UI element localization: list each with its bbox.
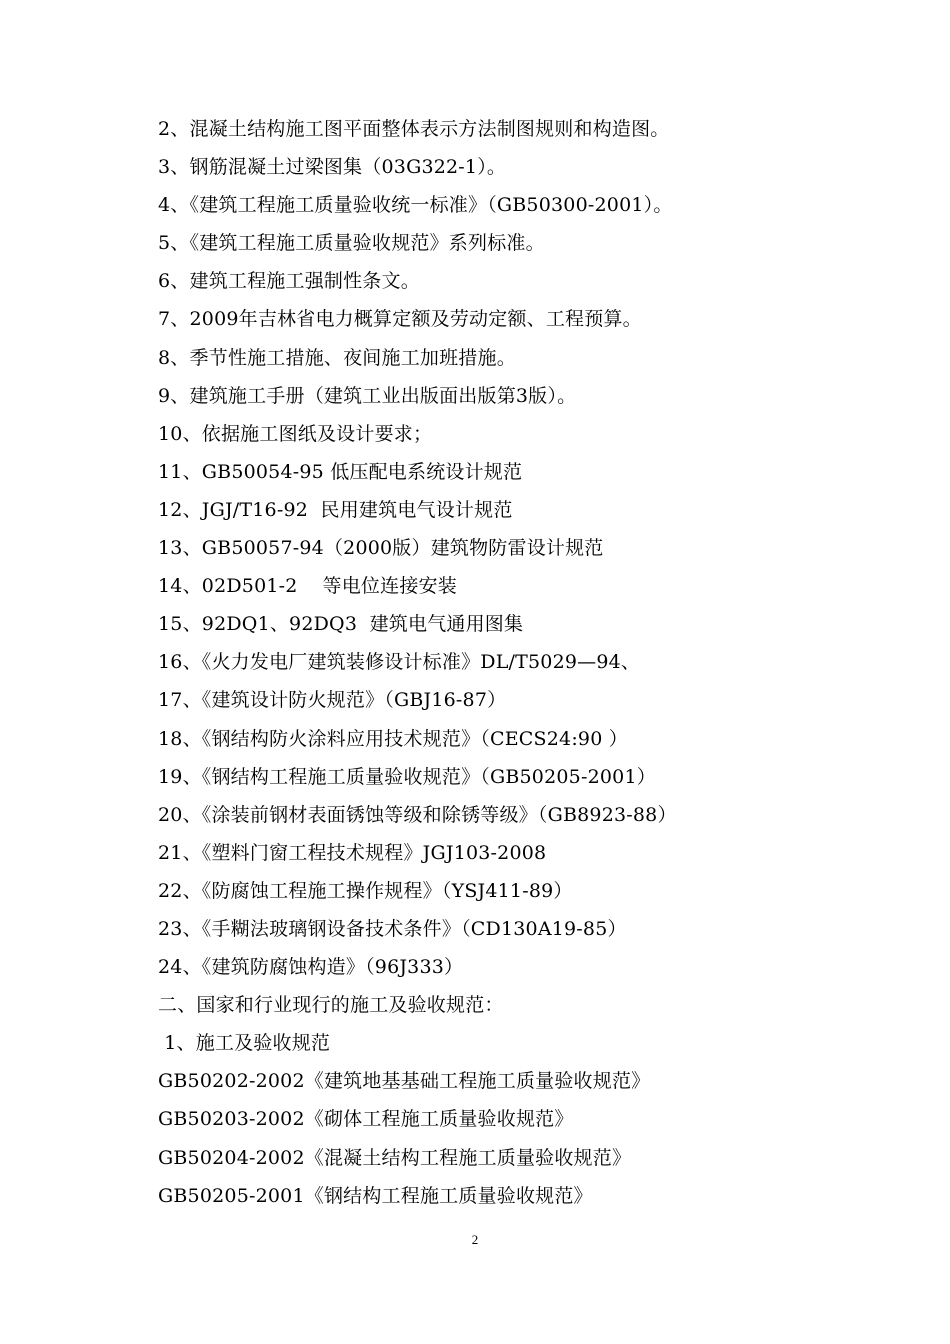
text-line: 9、建筑施工手册（建筑工业出版面出版第3版）。 — [158, 384, 577, 407]
text-line: GB50204-2002《混凝土结构工程施工质量验收规范》 — [158, 1146, 632, 1169]
text-line: 3、钢筋混凝土过梁图集（03G322-1）。 — [158, 156, 507, 179]
section-heading: 二、国家和行业现行的施工及验收规范： — [158, 994, 504, 1017]
text-line: 24、《建筑防腐蚀构造》（96J333） — [158, 956, 464, 979]
text-line: GB50202-2002《建筑地基基础工程施工质量验收规范》 — [158, 1070, 651, 1093]
text-line: 2、混凝土结构施工图平面整体表示方法制图规则和构造图。 — [158, 118, 670, 140]
text-line: 12、JGJ/T16-92 民用建筑电气设计规范 — [158, 498, 513, 521]
text-line: 18、《钢结构防火涂料应用技术规范》（CECS24:90 ） — [158, 727, 628, 750]
text-line: 17、《建筑设计防火规范》（GBJ16-87） — [158, 689, 507, 712]
text-line: 13、GB50057-94（2000版）建筑物防雷设计规范 — [158, 537, 604, 560]
text-line: GB50203-2002《砌体工程施工质量验收规范》 — [158, 1108, 574, 1131]
text-line: 10、依据施工图纸及设计要求； — [158, 422, 433, 445]
text-line: 8、季节性施工措施、夜间施工加班措施。 — [158, 346, 516, 369]
page-number: 2 — [471, 1232, 479, 1247]
subsection-heading: 1、施工及验收规范 — [158, 1032, 331, 1055]
text-line: GB50205-2001《钢结构工程施工质量验收规范》 — [158, 1184, 593, 1207]
text-line: 15、92DQ1、92DQ3 建筑电气通用图集 — [158, 613, 524, 636]
text-line: 7、2009年吉林省电力概算定额及劳动定额、工程预算。 — [158, 308, 642, 331]
text-line: 21、《塑料门窗工程技术规程》JGJ103-2008 — [158, 841, 547, 864]
text-line: 16、《火力发电厂建筑装修设计标准》DL/T5029—94、 — [158, 651, 641, 674]
text-line: 20、《涂装前钢材表面锈蚀等级和除锈等级》（GB8923-88） — [158, 803, 677, 826]
text-line: 6、建筑工程施工强制性条文。 — [158, 270, 420, 293]
text-line: 5、《建筑工程施工质量验收规范》系列标准。 — [158, 232, 545, 255]
text-line: 14、02D501-2 等电位连接安装 — [158, 575, 457, 598]
text-line: 19、《钢结构工程施工质量验收规范》（GB50205-2001） — [158, 765, 656, 788]
text-line: 4、《建筑工程施工质量验收统一标准》（GB50300-2001）。 — [158, 194, 673, 217]
text-line: 11、GB50054-95 低压配电系统设计规范 — [158, 460, 523, 483]
text-line: 22、《防腐蚀工程施工操作规程》（YSJ411-89） — [158, 879, 573, 902]
text-line: 23、《手糊法玻璃钢设备技术条件》（CD130A19-85） — [158, 917, 627, 940]
document-body — [158, 110, 898, 1215]
